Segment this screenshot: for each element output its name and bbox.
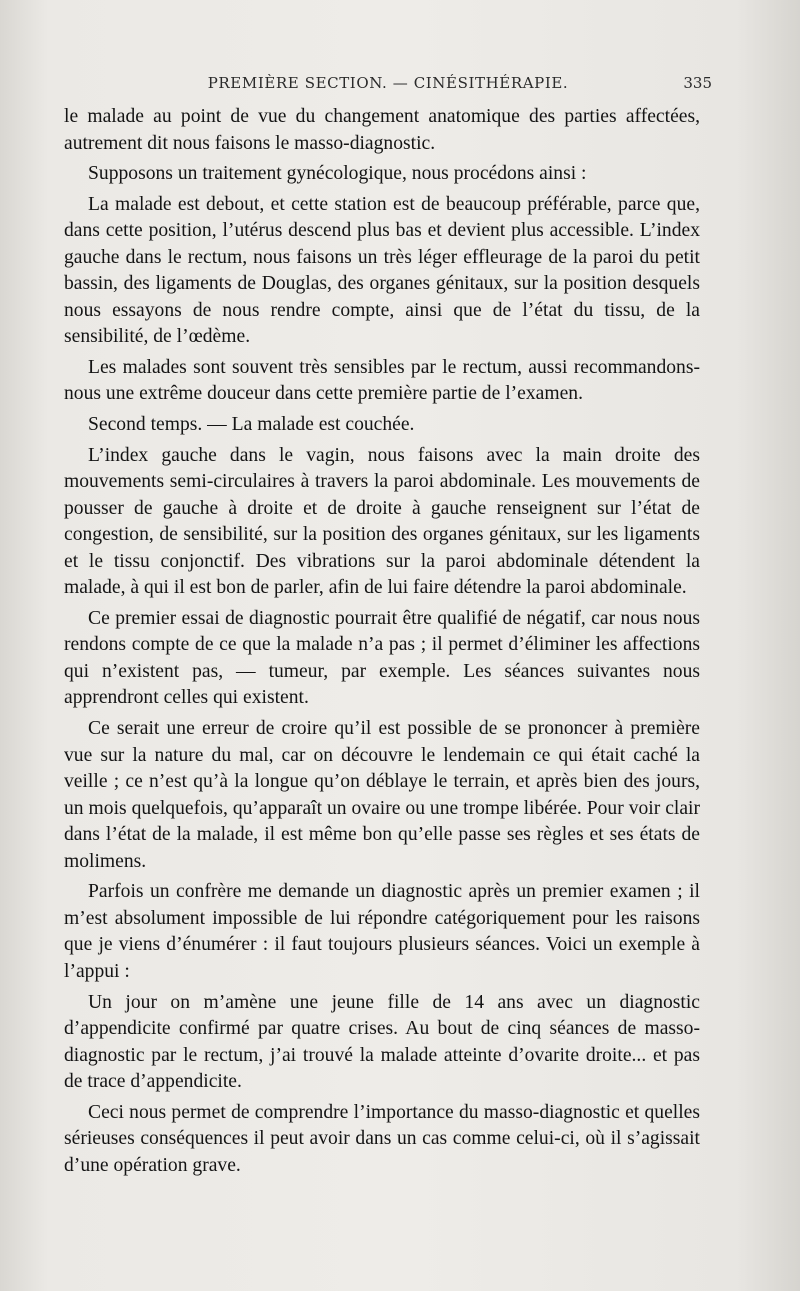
- paragraph-3: La malade est debout, et cette station est de beaucoup préférable, parce que, dans cette position, l’utérus descend plus bas et devient plus accessible. L’index gauche dans le rectum, nous faisons un très léger effleurage de la paroi du petit bassin, des ligaments de Douglas, des organes génitaux, sur la position desquels nous essayons de nous rendre compte, ainsi que de l’état du tissu, de la sensibilité, de l’œdème.: [64, 193, 700, 348]
- paragraph-5: Second temps. — La malade est couchée.: [88, 414, 415, 436]
- paragraph-9: Parfois un confrère me demande un diagnostic après un premier examen ; il m’est absolument impossible de lui répondre catégoriquement pour les raisons que je viens d’énumérer : il faut toujours plusieurs séances. Voici un exemple à l’appui :: [64, 881, 700, 982]
- paragraph-11: Ceci nous permet de comprendre l’importance du masso-diagnostic et quelles sérieuses conséquences il peut avoir dans un cas comme celui-ci, où il s’agissait d’une opération grave.: [64, 1101, 700, 1176]
- page-number: 335: [683, 74, 712, 92]
- paragraph-1: le malade au point de vue du changement anatomique des parties affectées, autrement dit nous faisons le masso-diagnostic.: [64, 106, 700, 154]
- running-header: [64, 74, 712, 100]
- paragraph-8: Ce serait une erreur de croire qu’il est possible de se prononcer à première vue sur la nature du mal, car on découvre le lendemain ce qui était caché la veille ; ce n’est qu’à la longue qu’on déblaye le terrain, et après bien des jours, un mois quelquefois, qu’apparaît un ovaire ou une trompe libérée. Pour voir clair dans l’état de la malade, il est même bon qu’elle passe ses règles et ses états de molimens.: [64, 718, 700, 872]
- body-text: [64, 104, 700, 1183]
- paragraph-6: L’index gauche dans le vagin, nous faisons avec la main droite des mouvements semi-circulaires à travers la paroi abdominale. Les mouvements de pousser de gauche à droite et de droite à gauche renseignent sur l’état de congestion, de sensibilité, sur la position des organes génitaux, sur les ligaments et le tissu conjonctif. Des vibrations sur la paroi abdominale détendent la malade, à qui il est bon de parler, afin de lui faire détendre la paroi abdominale.: [64, 444, 700, 599]
- paragraph-2: Supposons un traitement gynécologique, nous procédons ainsi :: [88, 163, 587, 185]
- paragraph-4: Les malades sont souvent très sensibles par le rectum, aussi recommandons-nous une extrême douceur dans cette première partie de l’examen.: [64, 356, 700, 405]
- paragraph-10: Un jour on m’amène une jeune fille de 14 ans avec un diagnostic d’appendicite confirmé par quatre crises. Au bout de cinq séances de masso-diagnostic par le rectum, j’ai trouvé la malade atteinte d’ovarite droite... et pas de trace d’appendicite.: [64, 991, 700, 1093]
- paragraph-7: Ce premier essai de diagnostic pourrait être qualifié de négatif, car nous nous rendons compte de ce que la malade n’a pas ; il permet d’éliminer les affections qui n’existent pas, — tumeur, par exemple. Les séances suivantes nous apprendront celles qui existent.: [64, 607, 700, 709]
- section-title: PREMIÈRE SECTION. — CINÉSITHÉRAPIE.: [207, 74, 569, 92]
